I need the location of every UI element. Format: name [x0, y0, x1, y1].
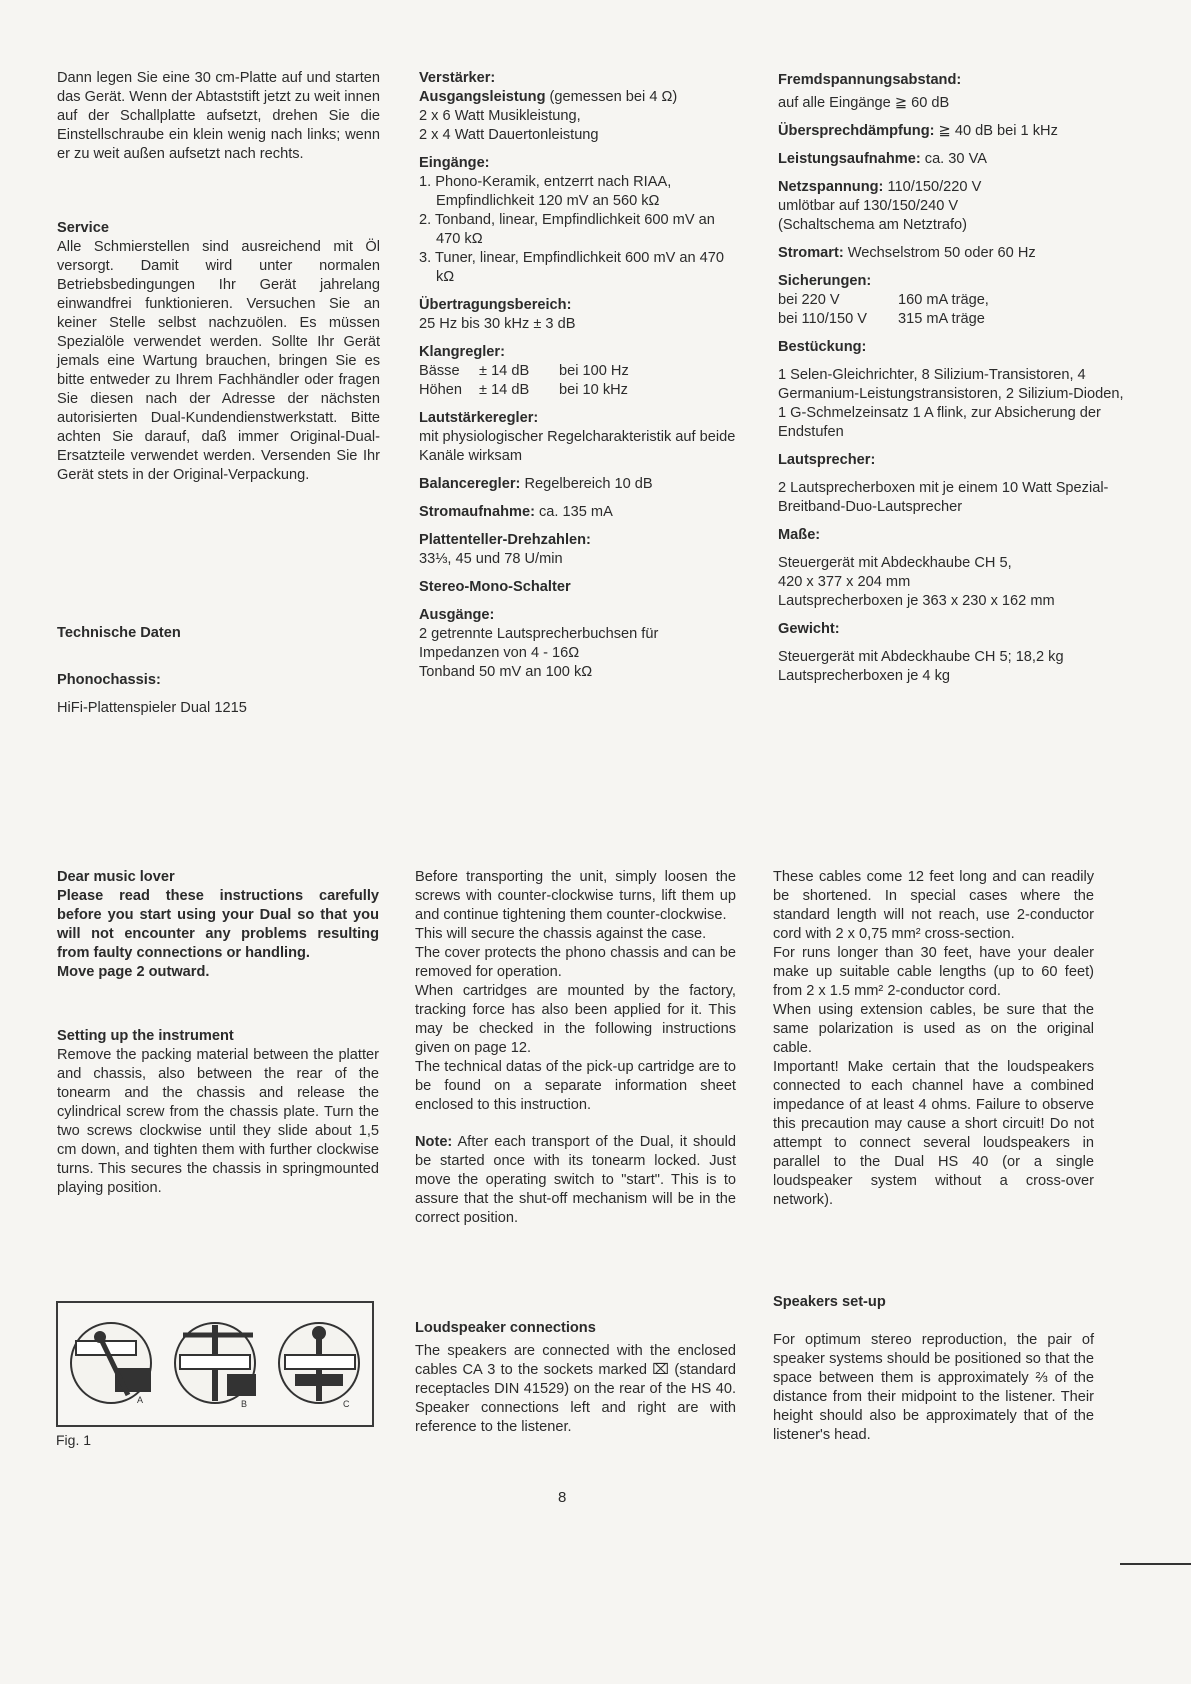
output-line: 2 x 6 Watt Musikleistung, — [419, 108, 581, 124]
input-item: 3. Tuner, linear, Empfindlichkeit 600 mV an 470 kΩ — [419, 250, 725, 285]
service-paragraph: Alle Schmierstellen sind ausreichend mit Öl versorgt. Damit wird unter normalen Betriebsbedingungen Ihr Gerät jahrelang einwandfrei funktionieren. Versuchen Sie an keiner Stelle selbst nachzuölen. Es müssen Spezialöle verwendet werden. Sollte Ihr Gerät jemals eine Wartung brauchen, bringen Sie es bitte entweder zu Ihrem Fachhändler oder fragen Sie diesen nach der Adresse der nächsten autorisierten Dual-Kundendienstwerkstatt. Bitte achten Sie darauf, daß immer Original-Dual-Ersatzteile verwendet werden. Versenden Sie Ihr Gerät stets in der Original-Verpackung. — [57, 239, 380, 483]
mains-value: 110/150/220 V — [883, 179, 982, 195]
figure-1 — [56, 1301, 374, 1427]
mains-label: Netzspannung: — [778, 179, 884, 195]
weight-line: Lautsprecherboxen je 4 kg — [778, 668, 950, 684]
freq-text: 25 Hz bis 30 kHz ± 3 dB — [419, 316, 576, 332]
setup-paragraph: Remove the packing material between the platter and chassis, also between the rear of the tonearm and the chassis and release the cylindrical screw from the chassis plate. Turn the two screws clockwise until they slide about 1,5 cm down, and tighten them with further clockwise turns. This secures the chassis in springmounted playing position. — [57, 1047, 379, 1196]
paragraph: When using extension cables, be sure that the same polarization is used as on the original cable. — [773, 1002, 1094, 1056]
freq-heading: Übertragungsbereich: — [419, 297, 572, 313]
fig-label-c: C — [343, 1399, 350, 1409]
paragraph: For runs longer than 30 feet, have your dealer make up suitable cable lengths (up to 60 feet) from 2 x 1.5 mm² 2-conductor cord. — [773, 945, 1094, 999]
dims-heading: Maße: — [778, 527, 821, 543]
crosstalk-label: Übersprechdämpfung: — [778, 123, 935, 139]
power-value: ca. 30 VA — [920, 151, 987, 167]
weight-heading: Gewicht: — [778, 621, 840, 637]
note-text: After each transport of the Dual, it should be started once with its tonearm locked. Just move the operating switch to "start". This is to assure that the shut-off mechanism will be in the correct position. — [415, 1134, 736, 1226]
loudspeaker-paragraph: The speakers are connected with the enclosed cables CA 3 to the sockets marked ⌧ (standard receptacles DIN 41529) on the rear of the HS 40. Speaker connections left and right are with reference to the listener. — [415, 1343, 736, 1435]
crosstalk-value: ≧ 40 dB bei 1 kHz — [934, 123, 1058, 139]
current-type-label: Stromart: — [778, 245, 844, 261]
loudspeaker-heading: Loudspeaker connections — [415, 1320, 596, 1336]
balance-value: Regelbereich 10 dB — [520, 476, 653, 492]
service-heading: Service — [57, 220, 109, 236]
speakers-setup-paragraph: For optimum stereo reproduction, the pair of speaker systems should be positioned so that the space between them is approximately ⅔ of the distance from their midpoint to the listener. Their height should also be approximately that of the listener's head. — [773, 1332, 1094, 1443]
tech-data-heading: Technische Daten — [57, 625, 181, 641]
tone-heading: Klangregler: — [419, 344, 505, 360]
dims-line: 420 x 377 x 204 mm — [778, 574, 911, 590]
german-col-1-tech — [57, 624, 380, 718]
power-label: Leistungsaufnahme: — [778, 151, 921, 167]
paragraph: When cartridges are mounted by the factory, tracking force has also been applied for it. This may be checked in the following instructions given on page 12. — [415, 983, 736, 1056]
english-col-3 — [773, 868, 1094, 1210]
fig-detail-a — [71, 1323, 151, 1403]
snr-text: auf alle Eingänge ≧ 60 dB — [778, 95, 950, 111]
snr-heading: Fremdspannungsabstand: — [778, 72, 962, 88]
volume-heading: Lautstärkeregler: — [419, 410, 539, 426]
german-col-1 — [57, 69, 380, 485]
intro-bold: Please read these instructions carefully before you start using your Dual so that you will not encounter any problems resulting from faulty connections or handling. — [57, 888, 379, 961]
current-type-value: Wechselstrom 50 oder 60 Hz — [843, 245, 1036, 261]
mains-line: umlötbar auf 130/150/240 V — [778, 198, 959, 214]
paragraph: Before transporting the unit, simply loosen the screws with counter-clockwise turns, lift them up and continue tightening them counter-clockwise. — [415, 869, 736, 923]
equip-heading: Bestückung: — [778, 339, 867, 355]
german-col-3 — [778, 71, 1133, 686]
balance-label: Balanceregler: — [419, 476, 521, 492]
equip-text: 1 Selen-Gleichrichter, 8 Silizium-Transistoren, 4 Germanium-Leistungstransistoren, 2 Silizium-Dioden, 1 G-Schmelzeinsatz 1 A flink, zur Absicherung der Endstufen — [778, 367, 1124, 440]
current-label: Stromaufnahme: — [419, 504, 535, 520]
current-value: ca. 135 mA — [534, 504, 613, 520]
speeds-text: 33⅓, 45 und 78 U/min — [419, 551, 563, 567]
speeds-heading: Plattenteller-Drehzahlen: — [419, 532, 591, 548]
output-note: (gemessen bei 4 Ω) — [545, 89, 678, 105]
phono-text: HiFi-Plattenspieler Dual 1215 — [57, 700, 247, 716]
figure-1-drawing — [58, 1303, 372, 1425]
outputs-heading: Ausgänge: — [419, 607, 495, 623]
amp-heading: Verstärker: — [419, 70, 496, 86]
input-item: 2. Tonband, linear, Empfindlichkeit 600 mV an 470 kΩ — [419, 212, 715, 247]
intro-paragraph: Dann legen Sie eine 30 cm-Platte auf und starten das Gerät. Wenn der Abtaststift jetzt zu weit innen auf der Schallplatte aufsetzt, drehen Sie die Einstellschraube ein klein wenig nach links; wenn er zu weit außen aufsetzt nach rechts. — [57, 70, 380, 162]
speakers-setup-heading: Speakers set-up — [773, 1294, 886, 1310]
weight-line: Steuergerät mit Abdeckhaube CH 5; 18,2 kg — [778, 649, 1064, 665]
mains-line: (Schaltschema am Netztrafo) — [778, 217, 967, 233]
english-col-2-speakers — [415, 1319, 736, 1437]
dims-line: Lautsprecherboxen je 363 x 230 x 162 mm — [778, 593, 1055, 609]
output-line: 2 x 4 Watt Dauertonleistung — [419, 127, 599, 143]
tone-row: Höhen ± 14 dB bei 10 kHz — [419, 382, 628, 398]
fuse-row: bei 110/150 V 315 mA träge — [778, 311, 985, 327]
note-label: Note: — [415, 1134, 453, 1150]
english-col-2 — [415, 868, 736, 1228]
paragraph: Important! Make certain that the loudspeakers connected to each channel have a combined impedance of at least 4 ohms. Failure to observe this precaution may cause a short circuit! Do not attempt to connect several loudspeakers in parallel to the Dual HS 40 (or a single loudspeaker system without a cross-over network). — [773, 1059, 1094, 1208]
paragraph: The technical datas of the pick-up cartridge are to be found on a separate information sheet enclosed to this instruction. — [415, 1059, 736, 1113]
phono-heading: Phonochassis: — [57, 672, 161, 688]
paragraph: The cover protects the phono chassis and can be removed for operation. — [415, 945, 736, 980]
german-col-2 — [419, 69, 739, 682]
paragraph: These cables come 12 feet long and can readily be shortened. In special cases where the standard length will not reach, use 2-conductor cord with 2 x 0,75 mm² cross-section. — [773, 869, 1094, 942]
page-number: 8 — [558, 1489, 567, 1506]
input-item: 1. Phono-Keramik, entzerrt nach RIAA, Empfindlichkeit 120 mV an 560 kΩ — [419, 174, 672, 209]
fig-detail-c — [279, 1323, 359, 1403]
english-col-1 — [57, 868, 379, 1198]
outputs-text: 2 getrennte Lautsprecherbuchsen für Impedanzen von 4 - 16Ω — [419, 626, 659, 661]
greeting: Dear music lover — [57, 869, 175, 885]
dims-line: Steuergerät mit Abdeckhaube CH 5, — [778, 555, 1012, 571]
paragraph: This will secure the chassis against the case. — [415, 926, 707, 942]
tone-row: Bässe ± 14 dB bei 100 Hz — [419, 363, 629, 379]
move-page-note: Move page 2 outward. — [57, 964, 210, 980]
output-label: Ausgangsleistung — [419, 89, 546, 105]
inputs-heading: Eingänge: — [419, 155, 490, 171]
stereo-mono-heading: Stereo-Mono-Schalter — [419, 579, 571, 595]
edge-rule — [1120, 1563, 1191, 1565]
setup-heading: Setting up the instrument — [57, 1028, 234, 1044]
fig-detail-b — [175, 1323, 255, 1403]
fuse-row: bei 220 V 160 mA träge, — [778, 292, 989, 308]
fuses-heading: Sicherungen: — [778, 273, 872, 289]
fig-label-a: A — [137, 1395, 144, 1405]
speakers-heading: Lautsprecher: — [778, 452, 876, 468]
english-col-3-setup — [773, 1293, 1094, 1445]
volume-text: mit physiologischer Regelcharakteristik auf beide Kanäle wirksam — [419, 429, 736, 464]
fig-label-b: B — [241, 1399, 248, 1409]
speakers-text: 2 Lautsprecherboxen mit je einem 10 Watt Spezial-Breitband-Duo-Lautsprecher — [778, 480, 1109, 515]
outputs-text: Tonband 50 mV an 100 kΩ — [419, 664, 593, 680]
figure-caption: Fig. 1 — [56, 1432, 92, 1448]
